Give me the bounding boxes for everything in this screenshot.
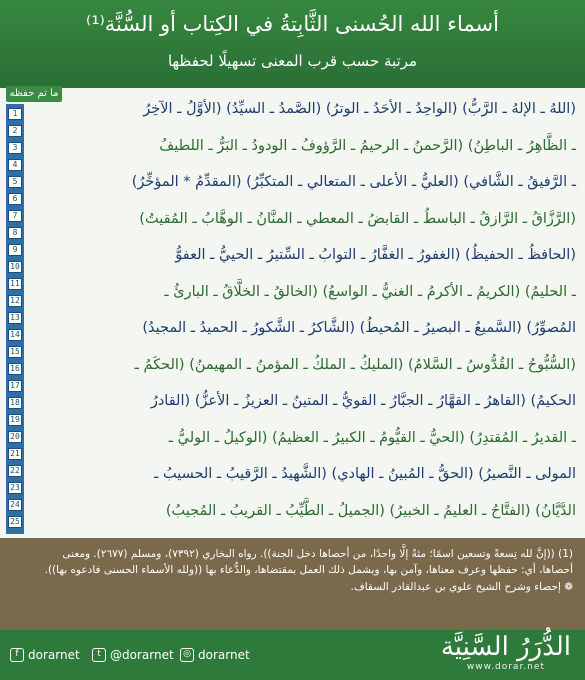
memorized-checkbox[interactable]: 11 <box>8 278 22 290</box>
memorized-checkbox[interactable]: 24 <box>8 499 22 511</box>
names-row: الدَّيَّانُ) (الفتَّاحُ ـ العليمُ ـ الخبيرُ) (الجميلُ ـ الطَّيِّبُ ـ القريبُ ـ المُجيبُ) <box>165 502 576 519</box>
memorized-checkbox[interactable]: 18 <box>8 397 22 409</box>
instagram-icon: ◎ <box>180 648 194 662</box>
twitter-link[interactable] <box>92 648 174 662</box>
memorized-checkbox[interactable]: 5 <box>8 176 22 188</box>
names-row: المُصوِّرُ) (السَّميعُ ـ البصيرُ ـ المُحيطُ) (الشَّاكرُ ـ الشَّكورُ ـ الحميدُ ـ المجيدُ) <box>142 320 576 336</box>
memorized-checkbox[interactable]: 10 <box>8 261 22 273</box>
names-row: ـ الرَّفيقُ ـ الشَّافي) (العليُّ ـ الأعلى ـ المتعالي ـ المتكبِّرُ) (المقدِّمُ * المؤخِّرُ) <box>131 174 576 190</box>
names-row: (الرَّزَّاقُ ـ الرَّازقُ ـ الباسطُ ـ القابضُ ـ المعطي ـ المنَّانُ ـ الوهَّابُ ـ المُقيتُ) <box>139 210 576 227</box>
facebook-handle: dorarnet <box>28 648 80 662</box>
memorized-checkbox[interactable]: 19 <box>8 414 22 426</box>
memorized-checkbox[interactable]: 3 <box>8 142 22 154</box>
footnote-line-1: (1) ((إنَّ لله تِسعةً وتسعين اسمًا؛ مئةً إلَّا واحدًا، من أحصاها دخل الجنة)). رواه البخاري (٧٣٩٢)، ومسلم (٢٦٧٧). ومعنى <box>62 548 573 560</box>
memorized-checkbox[interactable]: 15 <box>8 346 22 358</box>
memorized-label: ما تم حفظه <box>6 86 62 102</box>
facebook-icon: f <box>10 648 24 662</box>
twitter-handle: @dorarnet <box>110 648 174 662</box>
memorized-checkbox[interactable]: 1 <box>8 108 22 120</box>
footnote <box>0 538 585 630</box>
memorized-checkbox[interactable]: 6 <box>8 193 22 205</box>
instagram-handle: dorarnet <box>198 648 250 662</box>
instagram-link[interactable] <box>180 648 250 662</box>
brand-logo <box>441 632 571 672</box>
memorized-checkbox[interactable]: 17 <box>8 380 22 392</box>
names-content <box>0 88 585 538</box>
facebook-link[interactable] <box>10 648 80 662</box>
memorized-checkbox[interactable]: 4 <box>8 159 22 171</box>
memorized-checkbox[interactable]: 12 <box>8 295 22 307</box>
brand-name: الدُّرَرُ السَّنِيَّة <box>440 632 571 662</box>
memorized-checkbox[interactable]: 23 <box>8 482 22 494</box>
footer <box>0 630 585 680</box>
names-row: الحكيمُ) (القاهرُ ـ القهَّارُ ـ الجبَّارُ ـ القويُّ ـ المتينُ ـ العزيزُ ـ الأعزُّ) (القادرُ <box>150 393 576 409</box>
footnote-line-2: أحصاها، أي: حفظها وعرف معناها، وآمن بها، ويشمل ذلك العمل بمقتضاها، والدُّعاء بها ((ولله الأسماء الحسنى فادعوه بها)). <box>44 564 573 577</box>
memorized-checkbox[interactable]: 22 <box>8 465 22 477</box>
memorized-checkbox[interactable]: 16 <box>8 363 22 375</box>
memorized-checkbox[interactable]: 9 <box>8 244 22 256</box>
footnote-line-3: ❁ إحصاء وشرح الشيخ علوي بن عبدالقادر السقاف. <box>350 580 573 593</box>
names-row: (الحافظُ ـ الحفيظُ) (الغفورُ ـ الغفَّارُ ـ التوابُ ـ السِّتيرُ ـ الحييُّ ـ العفوُّ <box>175 247 576 263</box>
header-banner <box>0 0 585 88</box>
memorized-checkbox[interactable]: 20 <box>8 431 22 443</box>
page-subtitle: مرتبة حسب قرب المعنى تسهيلًا لحفظها <box>167 52 418 70</box>
memorized-checkbox[interactable]: 8 <box>8 227 22 239</box>
names-row: المولى ـ النَّصيرُ) (الحقُّ ـ المُبينُ ـ الهادي) (الشَّهيدُ ـ الرَّقيبُ ـ الحسيبُ ـ <box>154 466 576 482</box>
memorized-checkbox[interactable]: 2 <box>8 125 22 137</box>
names-row: ـ القديرُ ـ المُقتدِرُ) (الحيُّ ـ القيُّومُ ـ الكبيرُ ـ العظيمُ) (الوكيلُ ـ الوليُّ ـ <box>168 429 576 446</box>
names-row: (اللهُ ـ الإلهُ ـ الرَّبُّ) (الواحِدُ ـ الأحَدُ ـ الوترُ) (الصَّمدُ ـ السيِّدُ) (الأوَّلُ ـ الآخِرُ <box>143 101 576 117</box>
memorized-checkbox[interactable]: 13 <box>8 312 22 324</box>
names-row: ـ الحليمُ) (الكريمُ ـ الأكرمُ ـ الغنيُّ ـ الواسعُ) (الخالقُ ـ الخلَّاقُ ـ البارئُ ـ <box>164 283 576 300</box>
memorized-checkbox[interactable]: 7 <box>8 210 22 222</box>
memorized-checkbox[interactable]: 14 <box>8 329 22 341</box>
page-title: أسماء الله الحُسنى الثَّابِتةُ في الكِتاب أو السُّنَّة⁽¹⁾ <box>86 12 499 36</box>
names-row: ـ الظَّاهِرُ ـ الباطِنُ) (الرَّحمنُ ـ الرحيمُ ـ الرَّؤوفُ ـ الودودُ ـ البَرُّ ـ اللطيفُ <box>159 137 576 154</box>
memorized-checklist <box>6 104 24 534</box>
names-row: (السُّبُّوحُ ـ القُدُّوسُ ـ السَّلامُ) (المليكُ ـ الملكُ ـ المؤمنُ ـ المهيمنُ) (الحكَمُ ـ <box>134 356 576 373</box>
memorized-checkbox[interactable]: 25 <box>8 516 22 528</box>
twitter-icon: t <box>92 648 106 662</box>
memorized-checkbox[interactable]: 21 <box>8 448 22 460</box>
brand-url: www.dorar.net <box>466 662 545 672</box>
